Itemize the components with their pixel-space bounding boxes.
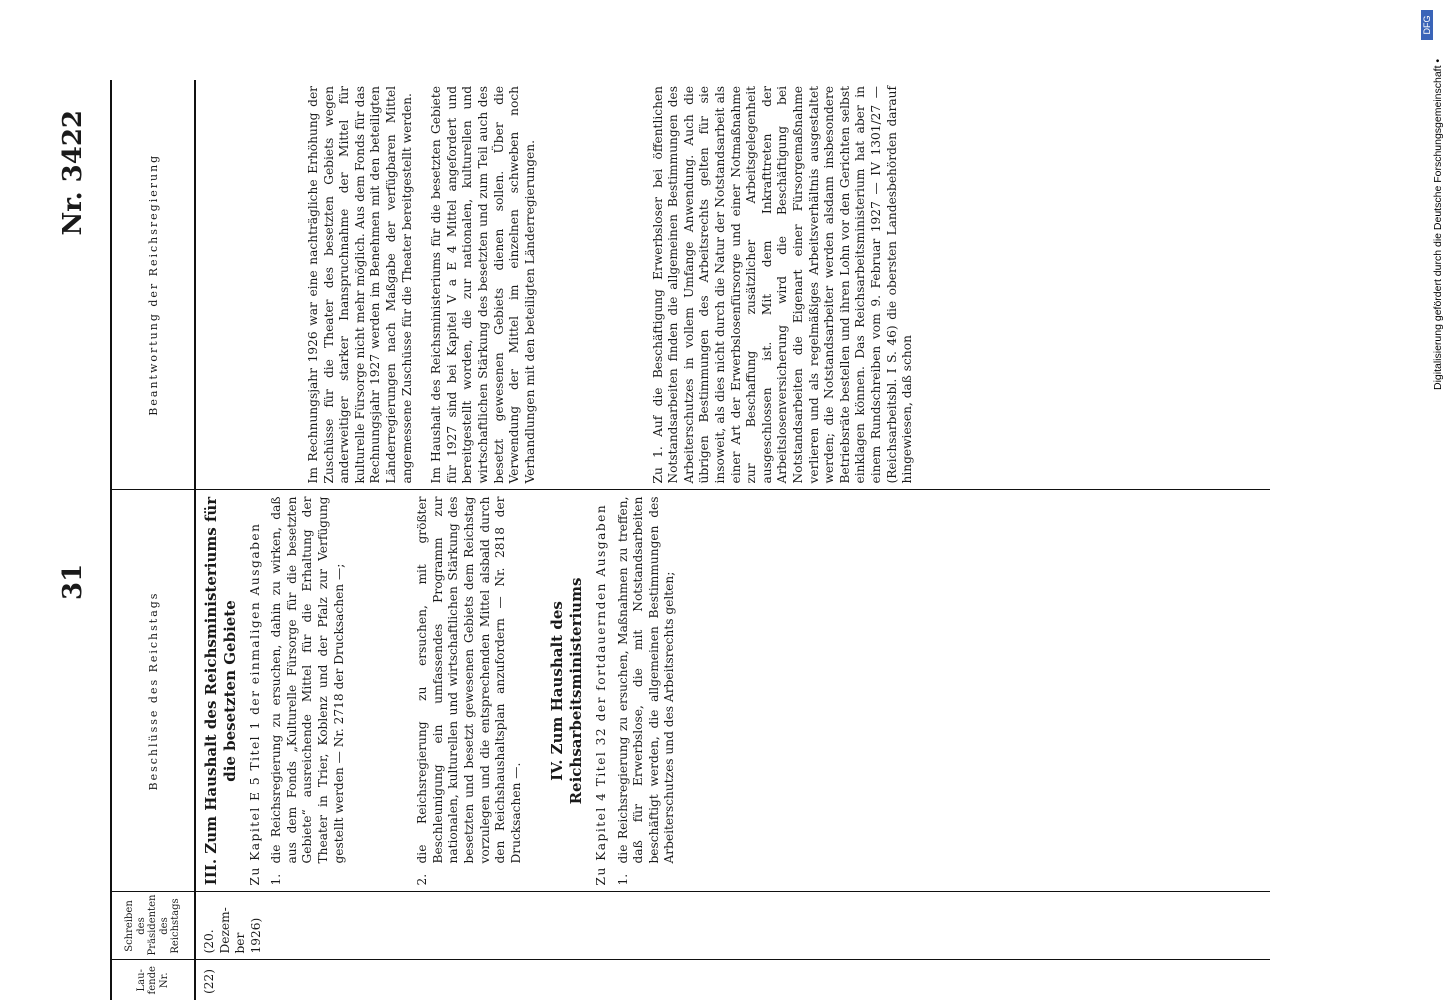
page-number: 31 <box>58 563 88 600</box>
resolutions-table <box>110 80 1270 1000</box>
resolution-item <box>269 497 347 886</box>
row-date: (20. Dezem-ber 1926) <box>195 892 1270 960</box>
resolutions-cell <box>195 490 1270 892</box>
item-number: 2. <box>415 873 430 886</box>
replies-cell <box>195 80 1270 490</box>
digitization-note: Digitalisierung gefördert durch die Deutsche Forschungsgemeinschaft • <box>1432 58 1444 390</box>
header-government-reply: Beantwortung der Reichsregierung <box>111 80 195 490</box>
item-text: die Reichsregierung zu ersuchen, Maßnahmen zu treffen, daß für Erwerbslose, die mit Notstandsarbeiten beschäftigt werden, die allgemeinen Bestimmungen des Arbeiterschutzes und des Arbeitsrechts gelten; <box>615 496 677 864</box>
item-text: die Reichsregierung zu ersuchen, dahin zu wirken, daß aus dem Fonds „Kulturelle Fürsorge für die besetzten Gebiete“ ausreichende Mittel für die Erhaltung der Theater in Trier, Koblenz und der Pfalz zur Verfügung gestellt werden — Nr. 2718 der Drucksachen —; <box>269 496 346 864</box>
dfg-logo: DFG <box>1421 10 1433 40</box>
section-subheading-iv: Zu Kapitel 4 Titel 32 der fortdauernden Ausgaben <box>593 503 608 886</box>
table-header-row <box>111 80 195 1000</box>
document-number: Nr. 3422 <box>58 110 88 236</box>
resolution-item <box>616 497 678 886</box>
reply-paragraph: Im Haushalt des Reichsministeriums für die besetzten Gebiete für 1927 sind bei Kapitel V a E 4 Mittel angefordert und bereitgestellt worden, die zur nationalen, kulturellen und wirtschaftlichen Stärkung des besetzten und zum Teil auch des besetzt gewesenen Gebiets dienen sollen. Über die Verwendung der Mittel im einzelnen schweben noch Verhandlungen mit den beteiligten Länderregierungen. <box>429 86 537 484</box>
item-number: 1. <box>615 873 630 886</box>
header-resolutions: Beschlüsse des Reichstags <box>111 490 195 892</box>
header-president-letter: Schreiben des Präsidenten des Reichstags <box>111 892 195 960</box>
table-row <box>195 80 1270 1000</box>
section-subheading-iii: Zu Kapitel E 5 Titel 1 der einmaligen Ausgaben <box>247 522 262 886</box>
header-running-number: Lau-fende Nr. <box>111 960 195 1000</box>
row-number: (22) <box>202 968 216 994</box>
reply-paragraph: Zu 1. Auf die Beschäftigung Erwerbsloser bei öffentlichen Notstandsarbeiten finden die allgemeinen Bestimmungen des Arbeiterschutzes in vollem Umfange Anwendung. Auch die übrigen Bestimmungen des Arbeitsrechts gelten für sie insoweit, als dies nicht durch die Natur der Notstandsarbeit als einer Art der Erwerbslosenfürsorge und einer Notmaßnahme zur Beschaffung zusätzlicher Arbeitsgelegenheit ausgeschlossen ist. Mit dem Inkrafttreten der Arbeitslosenversicherung wird die Beschäftigung bei Notstandsarbeiten die Eigenart einer Fürsorgemaßnahme verlieren und als regelmäßiges Arbeitsverhältnis ausgestaltet werden; die Notstandsarbeiter werden alsdann insbesondere Betriebsräte bestellen und ihren Lohn vor den Gerichten selbst einklagen können. Das Reichsarbeitsministerium hat aber in einem Rundschreiben vom 9. Februar 1927 — IV 1301/27 — (Reichsarbeitsbl. I S. 46) die obersten Landesbehörden darauf hingewiesen, daß schon <box>650 86 915 484</box>
item-number: 1. <box>269 873 284 886</box>
item-text: die Reichsregierung zu ersuchen, mit größter Beschleunigung ein umfassendes Programm zur nationalen, kulturellen und wirtschaftlichen Stärkung des besetzten und besetzt gewesenen Gebiets dem Reichstag vorzulegen und die entsprechenden Mittel alsbald durch den Reichshaushaltsplan anzufordern — Nr. 2818 der Drucksachen —. <box>415 496 523 864</box>
resolution-item <box>415 497 524 886</box>
rotated-page <box>50 80 1290 1000</box>
section-heading-iii: III. Zum Haushalt des Reichsministeriums für die besetzten Gebiete <box>202 496 239 886</box>
reply-paragraph: Im Rechnungsjahr 1926 war eine nachträgliche Erhöhung der Zuschüsse für die Theater des besetzten Gebiets wegen anderweitiger starker Inanspruchnahme der Mittel für kulturelle Fürsorge nicht mehr möglich. Aus dem Fonds für das Rechnungsjahr 1927 werden im Benehmen mit den beteiligten Länderregierungen nach Maßgabe der verfügbaren Mittel angemessene Zuschüsse für die Theater bereitgestellt werden. <box>306 86 414 484</box>
section-heading-iv: IV. Zum Haushalt des Reichsarbeitsministeriums <box>548 577 586 805</box>
